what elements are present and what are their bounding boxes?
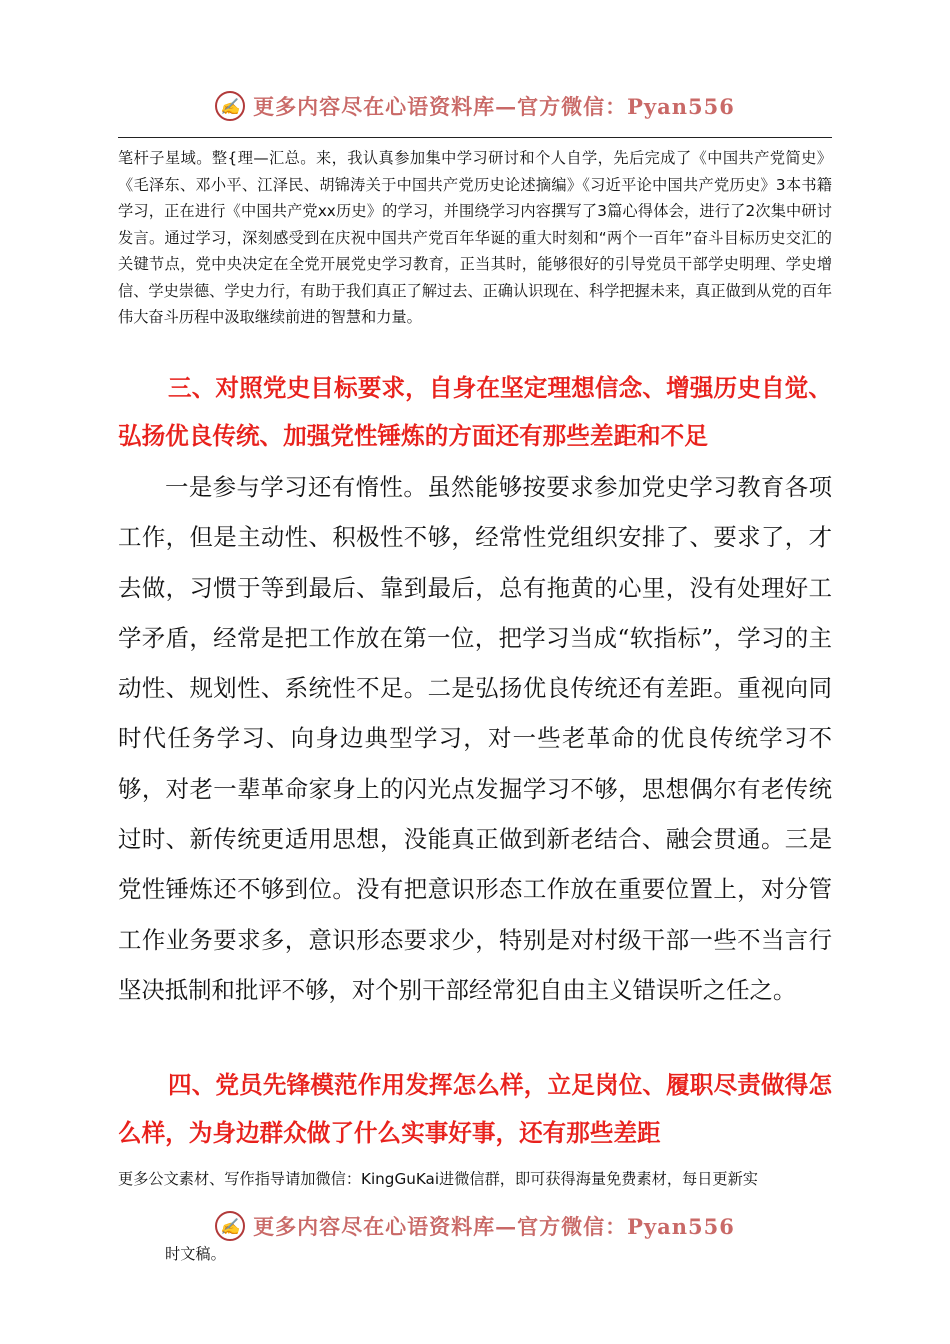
footer-promo-tail: 时文稿。 <box>165 1245 226 1263</box>
watermark-text: 更多内容尽在心语资料库—官方微信：Pyan556 <box>253 1214 735 1239</box>
section-4-heading: 四、党员先锋模范作用发挥怎么样，立足岗位、履职尽责做得怎么样，为身边群众做了什么实事好事，还有那些差距 <box>118 1071 832 1147</box>
quill-logo-icon: ✍ <box>215 1211 245 1241</box>
watermark-header <box>0 86 950 126</box>
header-divider <box>118 137 832 138</box>
section-3-body: 一是参与学习还有惰性。虽然能够按要求参加党史学习教育各项工作，但是主动性、积极性不够，经常性党组织安排了、要求了，才去做，习惯于等到最后、靠到最后，总有拖黄的心里，没有处理好工学矛盾，经常是把工作放在第一位，把学习当成“软指标”，学习的主动性、规划性、系统性不足。二是弘扬优良传统还有差距。重视向同时代任务学习、向身边典型学习，对一些老革命的优良传统学习不够，对老一辈革命家身上的闪光点发掘学习不够，思想偶尔有老传统过时、新传统更适用思想，没能真正做到新老结合、融会贯通。三是党性锤炼还不够到位。没有把意识形态工作放在重要位置上，对分管工作业务要求多，意识形态要求少，特别是对村级干部一些不当言行坚决抵制和批评不够，对个别干部经常犯自由主义错误听之任之。 <box>118 473 832 1004</box>
quill-logo-icon: ✍ <box>215 91 245 121</box>
intro-paragraph: 笔杆子星域。整{理—汇总。来，我认真参加集中学习研讨和个人自学，先后完成了《中国共产党简史》《毛泽东、邓小平、江泽民、胡锦涛关于中国共产党历史论述摘编》《习近平论中国共产党历史》3本书籍学习，正在进行《中国共产党xx历史》的学习，并围绕学习内容撰写了3篇心得体会，进行了2次集中研讨发言。通过学习，深刻感受到在庆祝中国共产党百年华诞的重大时刻和“两个一百年”奋斗目标历史交汇的关键节点，党中央决定在全党开展党史学习教育，正当其时，能够很好的引导党员干部学史明理、学史增信、学史崇德、学史力行，有助于我们真正了解过去、正确认识现在、科学把握未来，真正做到从党的百年伟大奋斗历程中汲取继续前进的智慧和力量。 <box>118 149 832 326</box>
section-3-heading: 三、对照党史目标要求，自身在坚定理想信念、增强历史自觉、弘扬优良传统、加强党性锤炼的方面还有那些差距和不足 <box>118 374 832 450</box>
watermark-text: 更多内容尽在心语资料库—官方微信：Pyan556 <box>253 94 735 119</box>
watermark-footer <box>0 1206 950 1246</box>
footer-promo-note: 更多公文素材、写作指导请加微信：KingGuKai进微信群，即可获得海量免费素材，每日更新实 <box>118 1170 758 1188</box>
